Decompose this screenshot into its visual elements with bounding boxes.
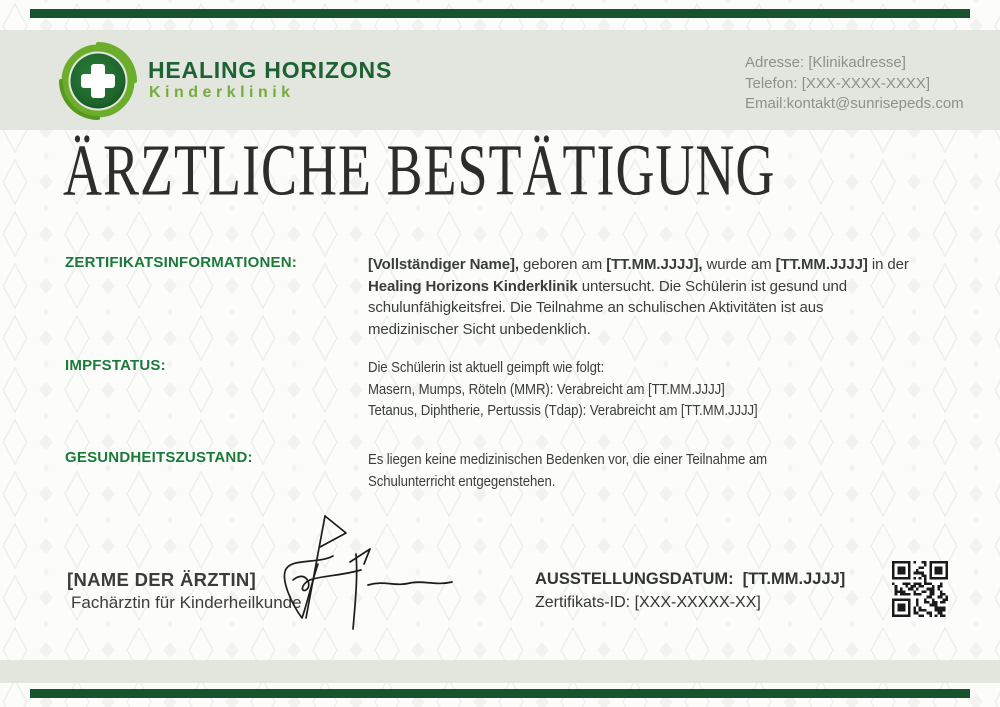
contact-email: Email:kontakt@sunrisepeds.com (745, 95, 964, 112)
brand-name: HEALING HORIZONS (148, 57, 393, 83)
qr-code-icon (892, 561, 948, 617)
section-label-gesundheitszustand: GESUNDHEITSZUSTAND: (65, 449, 253, 466)
signature-icon (273, 506, 463, 631)
section-label-impfstatus: IMPFSTATUS: (65, 357, 166, 374)
top-accent-bar (30, 9, 970, 18)
section-body-zertifikatsinformationen: [Vollständiger Name], geboren am [TT.MM.JJJJ], wurde am [TT.MM.JJJJ] in der Healing Horizons Kinderklinik untersucht. Die Schülerin ist gesund und schulunfähigkeitsfrei. Die Teilnahme an schulischen Aktivitäten ist aus medizinischer Sicht unbedenklich. (368, 256, 909, 338)
bottom-accent-bar (30, 689, 970, 698)
certificate-title: ÄRZTLICHE BESTÄTIGUNG (63, 129, 776, 211)
issue-date-line (535, 570, 845, 589)
doctor-name: [NAME DER ÄRZTIN] (67, 569, 257, 590)
section-body-impfstatus: Die Schülerin ist aktuell geimpft wie folgt: Masern, Mumps, Röteln (MMR): Verabreicht am [TT.MM.JJJJ] Tetanus, Diphtherie, Pertussis (Tdap): Verabreicht am [TT.MM.JJJJ] (368, 359, 758, 419)
certificate-id: Zertifikats-ID: [XXX-XXXXX-XX] (535, 594, 761, 611)
contact-block (745, 53, 964, 115)
section-body-gesundheitszustand: Es liegen keine medizinischen Bedenken vor, die einer Teilnahme am Schulunterricht entgegenstehen. (368, 451, 767, 490)
footer-band (0, 660, 1000, 683)
issue-date-value: [TT.MM.JJJJ] (742, 570, 846, 588)
doctor-title: Fachärztin für Kinderheilkunde (71, 593, 302, 612)
clinic-logo-medical-cross-icon (58, 41, 138, 121)
issue-date-label: AUSSTELLUNGSDATUM: (535, 570, 734, 588)
section-label-zertifikatsinformationen: ZERTIFIKATSINFORMATIONEN: (65, 254, 297, 271)
contact-address: Adresse: [Klinikadresse] (745, 54, 906, 71)
brand-subtitle: Kinderklinik (149, 84, 295, 101)
contact-phone: Telefon: [XXX-XXXX-XXXX] (745, 74, 931, 92)
